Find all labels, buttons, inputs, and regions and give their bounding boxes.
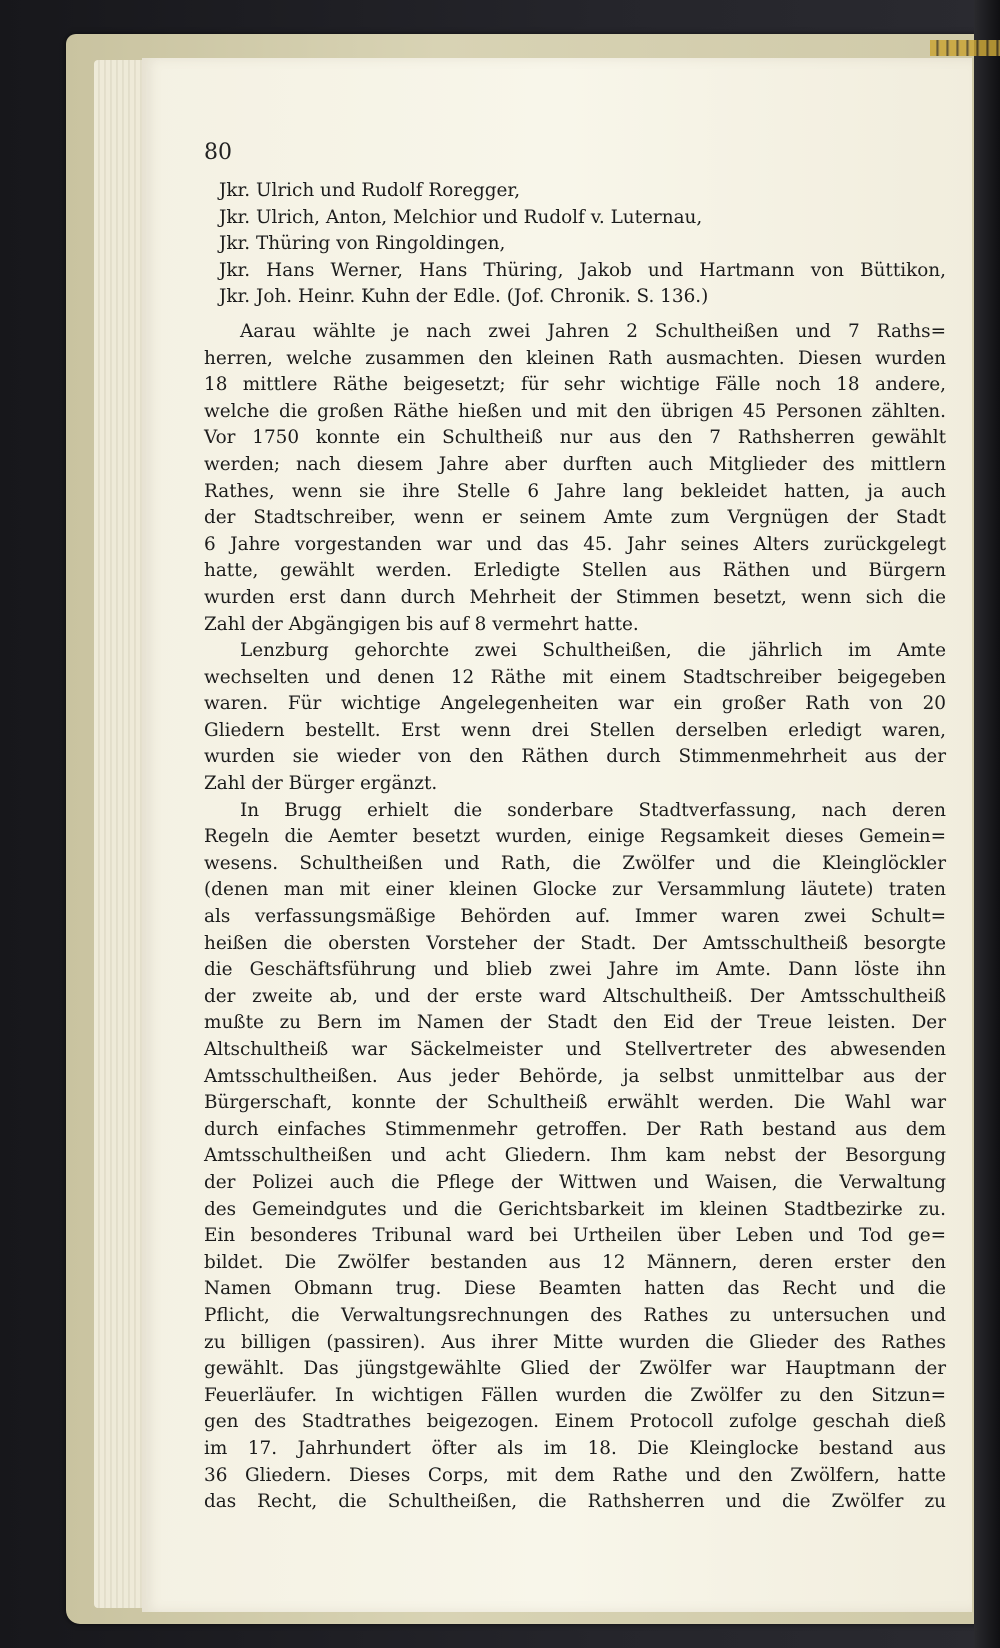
text-line: bildet. Die Zwölfer bestanden aus 12 Männern, deren erster den: [204, 1251, 946, 1273]
text-line: das Recht, die Schultheißen, die Rathsherren und die Zwölfer zu: [204, 1491, 946, 1513]
text-line: gen des Stadtrathes beigezogen. Einem Protocoll zufolge geschah dieß: [204, 1411, 946, 1433]
text-line: Ein besonderes Tribunal ward bei Urtheilen über Leben und Tod ge=: [204, 1225, 946, 1247]
text-line: wechselten und denen 12 Räthe mit einem Stadtschreiber beigegeben: [204, 666, 946, 688]
paragraph-lenzburg: [204, 638, 946, 798]
text-line: hatte, gewählt werden. Erledigte Stellen aus Räthen und Bürgern: [204, 560, 946, 582]
noble-list: [204, 178, 946, 311]
text-line: Aarau wählte je nach zwei Jahren 2 Schultheißen und 7 Raths=: [240, 320, 946, 342]
text-line: (denen man mit einer kleinen Glocke zur Versammlung läutete) traten: [204, 879, 946, 901]
list-line: Jkr. Joh. Heinr. Kuhn der Edle. (Jof. Chronik. S. 136.): [219, 286, 709, 308]
text-line: In Brugg erhielt die sonderbare Stadtverfassung, nach deren: [240, 799, 946, 821]
text-line: Rathes, wenn sie ihre Stelle 6 Jahre lang bekleidet hatten, ja auch: [204, 480, 946, 502]
text-line: Altschultheiß war Säckelmeister und Stellvertreter des abwesenden: [204, 1039, 946, 1060]
text-line: werden; nach diesem Jahre aber durften auch Mitglieder des mittlern: [204, 453, 946, 475]
text-line: der Polizei auch die Pflege der Wittwen und Waisen, die Verwaltung: [204, 1171, 946, 1193]
text-line: Bürgerschaft, konnte der Schultheiß erwählt werden. Die Wahl war: [204, 1092, 946, 1114]
text-line: Lenzburg gehorchte zwei Schultheißen, die jährlich im Amte: [240, 640, 946, 662]
text-line: 18 mittlere Räthe beigesetzt; für sehr wichtige Fälle noch 18 andere,: [204, 374, 946, 396]
spine-gilt-decoration: [930, 40, 1000, 56]
book-spine: [974, 0, 1000, 1648]
text-line: herren, welche zusammen den kleinen Rath ausmachten. Diesen wurden: [204, 347, 946, 369]
text-line: der zweite ab, und der erste ward Altschultheiß. Der Amtsschultheiß: [204, 985, 946, 1007]
text-line: die Geschäftsführung und blieb zwei Jahre im Amte. Dann löste ihn: [204, 959, 946, 981]
page-number: 80: [204, 140, 232, 165]
list-line: Jkr. Thüring von Ringoldingen,: [219, 233, 506, 255]
text-line: 36 Gliedern. Dieses Corps, mit dem Rathe und den Zwölfern, hatte: [204, 1464, 946, 1486]
text-line: Amtsschultheißen und acht Gliedern. Ihm kam nebst der Besorgung: [204, 1145, 946, 1167]
text-line: welche die großen Räthe hießen und mit den übrigen 45 Personen zählten.: [204, 400, 946, 422]
text-line: Namen Obmann trug. Diese Beamten hatten das Recht und die: [204, 1278, 946, 1300]
text-line: 6 Jahre vorgestanden war und das 45. Jahr seines Alters zurückgelegt: [204, 533, 946, 555]
text-line: waren. Für wichtige Angelegenheiten war ein großer Rath von 20: [204, 693, 946, 715]
text-line: gewählt. Das jüngstgewählte Glied der Zwölfer war Hauptmann der: [204, 1358, 946, 1380]
text-line: heißen die obersten Vorsteher der Stadt. Der Amtsschultheiß besorgte: [204, 932, 946, 954]
text-line: mußte zu Bern im Namen der Stadt den Eid der Treue leisten. Der: [204, 1012, 946, 1034]
text-line: Gliedern bestellt. Erst wenn drei Stellen derselben erledigt waren,: [204, 719, 946, 741]
text-line: Feuerläufer. In wichtigen Fällen wurden die Zwölfer zu den Sitzun=: [204, 1384, 946, 1406]
text-line: im 17. Jahrhundert öfter als im 18. Die Kleinglocke bestand aus: [204, 1437, 946, 1459]
text-line: zu billigen (passiren). Aus ihrer Mitte wurden die Glieder des Rathes: [204, 1331, 946, 1353]
text-line: wurden sie wieder von den Räthen durch Stimmenmehrheit aus der: [204, 746, 946, 768]
list-line: Jkr. Ulrich, Anton, Melchior und Rudolf v. Luternau,: [219, 206, 703, 228]
page-text: [204, 178, 946, 1516]
text-line: wesens. Schultheißen und Rath, die Zwölfer und die Kleinglöckler: [204, 852, 946, 874]
text-line: Pflicht, die Verwaltungsrechnungen des Rathes zu untersuchen und: [204, 1304, 946, 1326]
text-line: der Stadtschreiber, wenn er seinem Amte zum Vergnügen der Stadt: [204, 507, 946, 529]
book-page: [142, 58, 972, 1612]
paragraph-aarau: [204, 319, 946, 638]
list-line: Jkr. Ulrich und Rudolf Roregger,: [219, 180, 521, 201]
paragraph-brugg: [204, 798, 946, 1516]
text-line: Regeln die Aemter besetzt wurden, einige Regsamkeit dieses Gemein=: [204, 826, 946, 848]
text-line: als verfassungsmäßige Behörden auf. Immer waren zwei Schult=: [204, 906, 946, 928]
text-line: Zahl der Abgängigen bis auf 8 vermehrt hatte.: [204, 613, 639, 635]
text-line: wurden erst dann durch Mehrheit der Stimmen besetzt, wenn sich die: [204, 586, 946, 608]
text-line: Amtsschultheißen. Aus jeder Behörde, ja selbst unmittelbar aus der: [204, 1065, 946, 1087]
text-line: des Gemeindgutes und die Gerichtsbarkeit im kleinen Stadtbezirke zu.: [204, 1198, 946, 1220]
text-line: Vor 1750 konnte ein Schultheiß nur aus den 7 Rathsherren gewählt: [204, 427, 946, 449]
text-line: durch einfaches Stimmenmehr getroffen. Der Rath bestand aus dem: [204, 1118, 946, 1140]
text-line: Zahl der Bürger ergänzt.: [204, 773, 438, 795]
list-line: Jkr. Hans Werner, Hans Thüring, Jakob und Hartmann von Büttikon,: [219, 259, 946, 281]
